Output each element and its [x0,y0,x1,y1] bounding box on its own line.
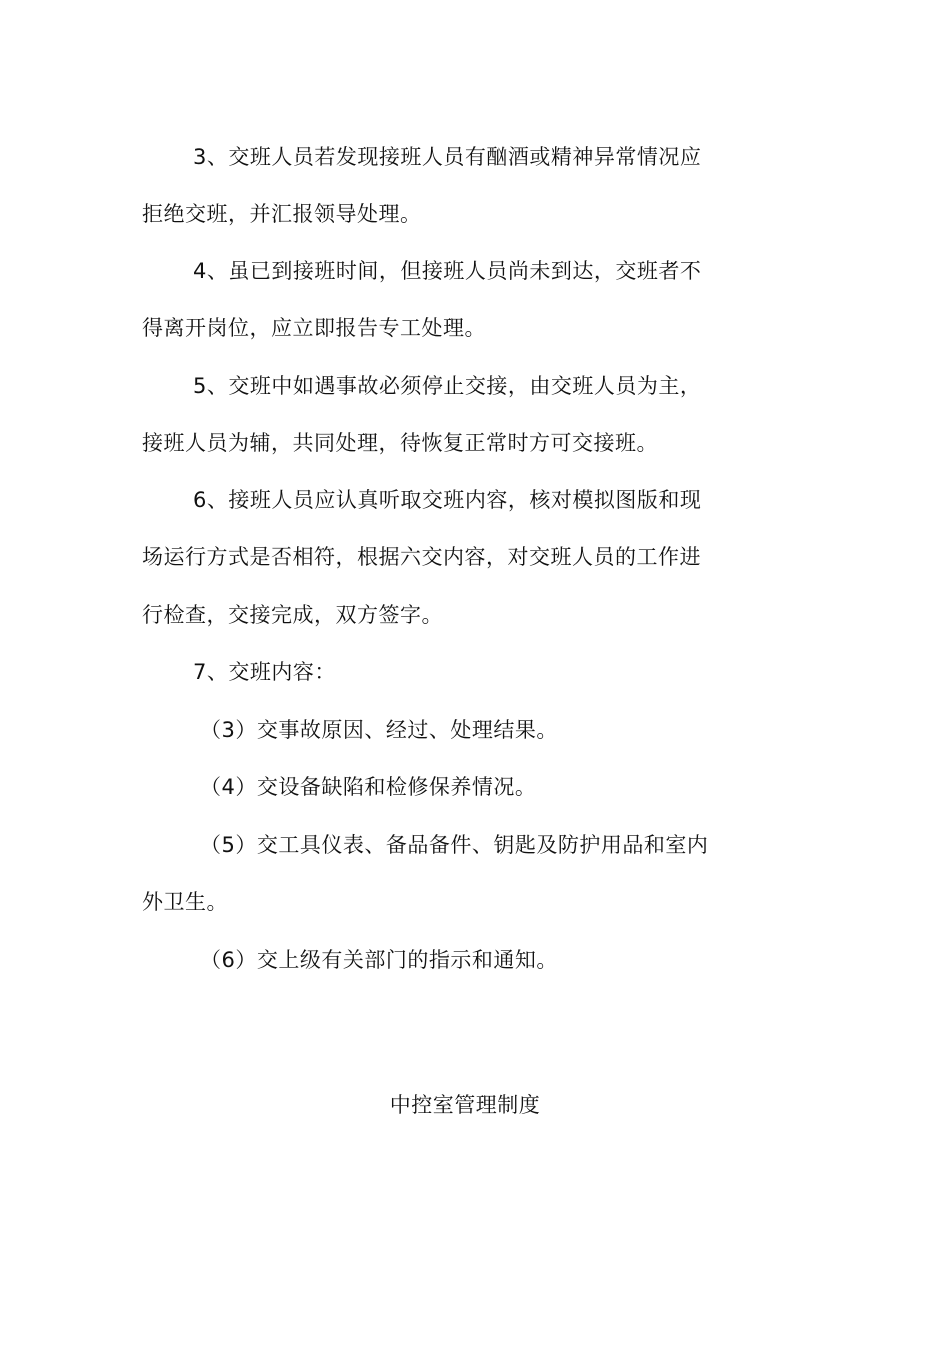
list-item-6: （6）交上级有关部门的指示和通知。 [200,948,558,972]
paragraph-4-line-1: 4、虽已到接班时间，但接班人员尚未到达，交班者不 [193,259,702,283]
paragraph-7-heading: 7、交班内容： [193,660,336,684]
paragraph-3-line-2: 拒绝交班，并汇报领导处理。 [142,202,422,226]
section-title: 中控室管理制度 [389,1093,541,1117]
list-item-3: （3）交事故原因、经过、处理结果。 [200,718,558,742]
paragraph-4-line-2: 得离开岗位，应立即报告专工处理。 [142,316,486,340]
paragraph-3-line-1: 3、交班人员若发现接班人员有酗酒或精神异常情况应 [193,145,702,169]
list-item-4: （4）交设备缺陷和检修保养情况。 [200,775,537,799]
paragraph-6-line-3: 行检查，交接完成，双方签字。 [142,603,443,627]
paragraph-5-line-2: 接班人员为辅，共同处理，待恢复正常时方可交接班。 [142,431,658,455]
paragraph-5-line-1: 5、交班中如遇事故必须停止交接，由交班人员为主， [193,374,702,398]
paragraph-6-line-2: 场运行方式是否相符，根据六交内容，对交班人员的工作进 [142,545,701,569]
paragraph-6-line-1: 6、接班人员应认真听取交班内容，核对模拟图版和现 [193,488,702,512]
list-item-5-line-1: （5）交工具仪表、备品备件、钥匙及防护用品和室内 [200,833,709,857]
list-item-5-line-2: 外卫生。 [142,890,228,914]
